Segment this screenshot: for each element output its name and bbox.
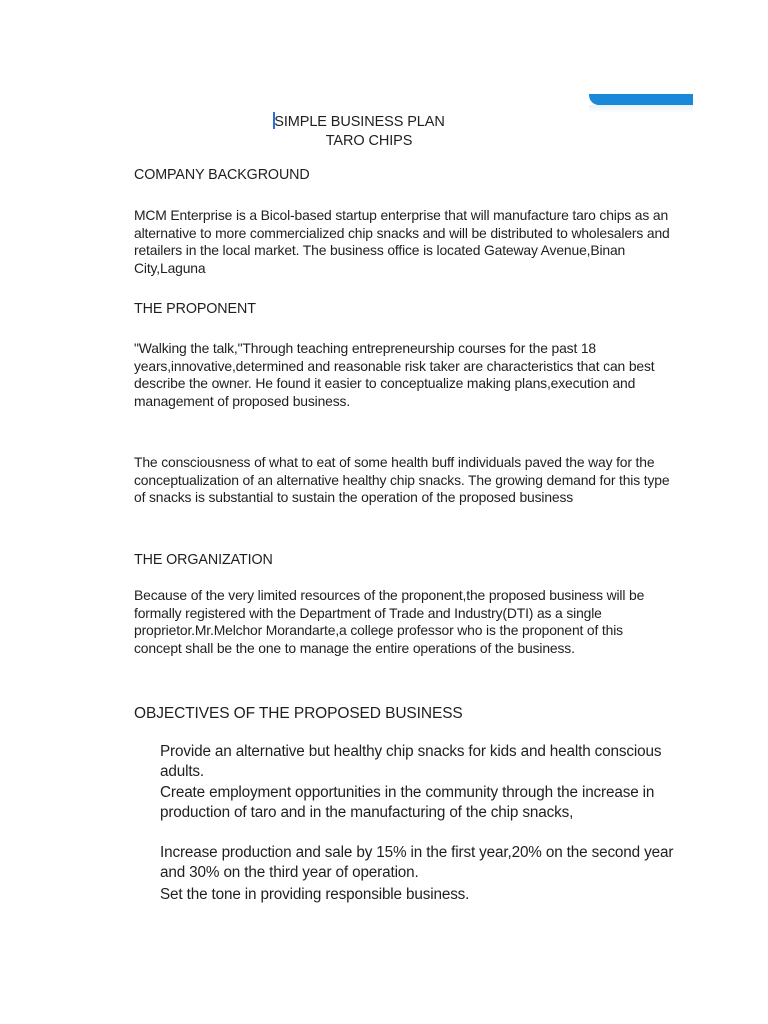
- document-title: [0, 112, 743, 130]
- objective-item-4: Set the tone in providing responsible business.: [160, 886, 470, 903]
- proponent-text: "Walking the talk,"Through teaching entrepreneurship courses for the past 18 years,innovative,determined and reasonable risk taker are characteristics that can best describe the owner. He found it easier to conceptualize making plans,execution and management of proposed business.: [134, 340, 655, 409]
- accent-bar: [589, 94, 693, 105]
- document-subtitle: TARO CHIPS: [325, 133, 413, 149]
- objectives-heading: OBJECTIVES OF THE PROPOSED BUSINESS: [134, 705, 463, 722]
- objective-item-1: Provide an alternative but healthy chip snacks for kids and health conscious adults.: [160, 743, 662, 780]
- organization-heading: THE ORGANIZATION: [134, 552, 273, 568]
- organization-text: Because of the very limited resources of the proponent,the proposed business will be formally registered with the Department of Trade and Industry(DTI) as a single proprietor.Mr.Melchor Morandarte,a college professor who is the proponent of this concept shall be the one to manage the entire operations of the business.: [134, 587, 645, 656]
- company-background-heading: COMPANY BACKGROUND: [134, 167, 310, 183]
- objective-item-3: Increase production and sale by 15% in the first year,20% on the second year and 30% on the third year of operation.: [160, 844, 674, 881]
- proponent-text-2: The consciousness of what to eat of some health buff individuals paved the way for the conceptualization of an alternative healthy chip snacks. The growing demand for this type of snacks is substantial to sustain the operation of the proposed business: [134, 454, 670, 506]
- title-line-1: SIMPLE BUSINESS PLAN: [274, 114, 445, 130]
- company-background-text: MCM Enterprise is a Bicol-based startup enterprise that will manufacture taro chips as an alternative to more commercialized chip snacks and will be distributed to wholesalers and retailers in the local market. The business office is located Gateway Avenue,Binan City,Laguna: [134, 207, 670, 276]
- objective-item-2: Create employment opportunities in the community through the increase in production of taro and in the manufacturing of the chip snacks,: [160, 784, 655, 821]
- proponent-heading: THE PROPONENT: [134, 301, 256, 317]
